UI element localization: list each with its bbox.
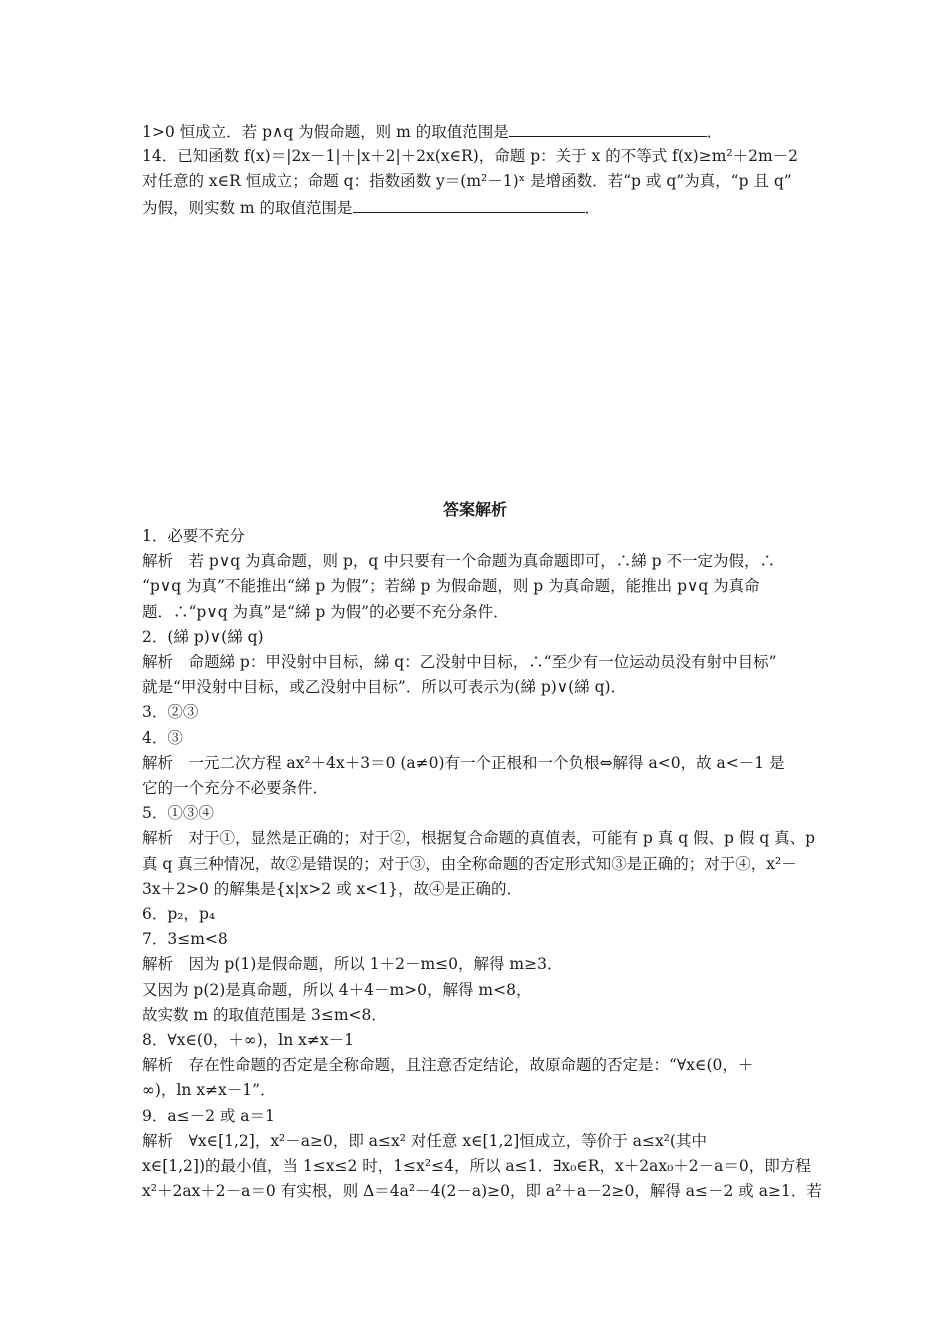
answer-line: 解析 存在性命题的否定是全称命题，且注意否定结论，故原命题的否定是：“∀x∈(0，＋ bbox=[142, 1056, 754, 1075]
answer-line: 解析 若 p∨q 为真命题，则 p，q 中只要有一个命题为真命题即可，∴綈 p 不一定为假，∴ bbox=[142, 552, 776, 571]
answer-line: 5．①③④ bbox=[142, 804, 214, 823]
answer-line: 7．3≤m<8 bbox=[142, 930, 228, 949]
answer-line: 3．②③ bbox=[142, 703, 199, 722]
q13-answer-blank bbox=[509, 121, 707, 137]
answer-section-heading: 答案解析 bbox=[442, 500, 507, 519]
q14-end: ． bbox=[584, 199, 601, 217]
answer-line: 2．(綈 p)∨(綈 q) bbox=[142, 627, 264, 646]
answer-line: 故实数 m 的取值范围是 3≤m<8． bbox=[142, 1005, 387, 1024]
q14-answer-blank bbox=[353, 197, 585, 213]
question-14-line-1: 14．已知函数 f(x)＝|2x－1|＋|x＋2|＋2x(x∈R)，命题 p：关于 x 的不等式 f(x)≥m²＋2m－2 bbox=[142, 147, 799, 165]
answer-line: 解析 一元二次方程 ax²＋4x＋3＝0 (a≠0)有一个正根和一个负根⇔解得 a<0，故 a<－1 是 bbox=[142, 753, 785, 772]
answer-line: 解析 ∀x∈[1,2]，x²－a≥0，即 a≤x² 对任意 x∈[1,2]恒成立，等价于 a≤x²(其中 bbox=[142, 1131, 707, 1150]
q13-end: ． bbox=[706, 123, 723, 141]
question-13-tail bbox=[142, 121, 722, 142]
answer-line: 6．p₂，p₄ bbox=[142, 905, 216, 923]
answer-line: 3x＋2>0 的解集是{x|x>2 或 x<1}，故④是正确的． bbox=[142, 879, 522, 898]
answer-line: 真 q 真三种情况，故②是错误的；对于③，由全称命题的否定形式知③是正确的；对于④，x²－ bbox=[142, 854, 797, 873]
answer-line: 它的一个充分不必要条件． bbox=[142, 779, 329, 797]
answer-line: 9．a≤－2 或 a＝1 bbox=[142, 1106, 275, 1125]
answer-line: x∈[1,2])的最小值，当 1≤x≤2 时，1≤x²≤4，所以 a≤1．∃x₀∈R，x＋2ax₀＋2－a＝0，即方程 bbox=[142, 1157, 811, 1175]
answer-line: x²＋2ax＋2－a＝0 有实根，则 Δ＝4a²－4(2－a)≥0，即 a²＋a－2≥0，解得 a≤－2 或 a≥1．若 bbox=[142, 1182, 822, 1201]
answer-line: 8．∀x∈(0，＋∞)，ln x≠x－1 bbox=[142, 1031, 354, 1049]
answer-line: 解析 命题綈 p：甲没射中目标，綈 q：乙没射中目标，∴“至少有一位运动员没有射中目标” bbox=[142, 653, 777, 671]
answer-line: 题．∴“p∨q 为真”是“綈 p 为假”的必要不充分条件． bbox=[142, 602, 509, 621]
answer-line: 解析 因为 p(1)是假命题，所以 1＋2－m≤0，解得 m≥3． bbox=[142, 955, 563, 974]
question-14-line-3 bbox=[142, 197, 600, 218]
q13-text: 1>0 恒成立．若 p∧q 为假命题，则 m 的取值范围是 bbox=[142, 123, 509, 141]
answer-line: 就是“甲没射中目标，或乙没射中目标”．所以可表示为(綈 p)∨(綈 q)． bbox=[142, 678, 627, 697]
question-14-line-2: 对任意的 x∈R 恒成立；命题 q：指数函数 y＝(m²－1)ˣ 是增函数．若“p 或 q”为真，“p 且 q” bbox=[142, 172, 792, 190]
answer-line: 又因为 p(2)是真命题，所以 4＋4－m>0，解得 m<8， bbox=[142, 980, 532, 999]
answer-line: “p∨q 为真”不能推出“綈 p 为假”；若綈 p 为假命题，则 p 为真命题，能推出 p∨q 为真命 bbox=[142, 577, 760, 596]
answer-line: 解析 对于①，显然是正确的；对于②，根据复合命题的真值表，可能有 p 真 q 假、p 假 q 真、p bbox=[142, 829, 816, 848]
answer-line: 1．必要不充分 bbox=[142, 527, 245, 545]
answer-line: ∞)，ln x≠x－1”． bbox=[142, 1081, 276, 1100]
answer-line: 4．③ bbox=[142, 728, 183, 747]
q14-text: 为假，则实数 m 的取值范围是 bbox=[142, 199, 353, 217]
